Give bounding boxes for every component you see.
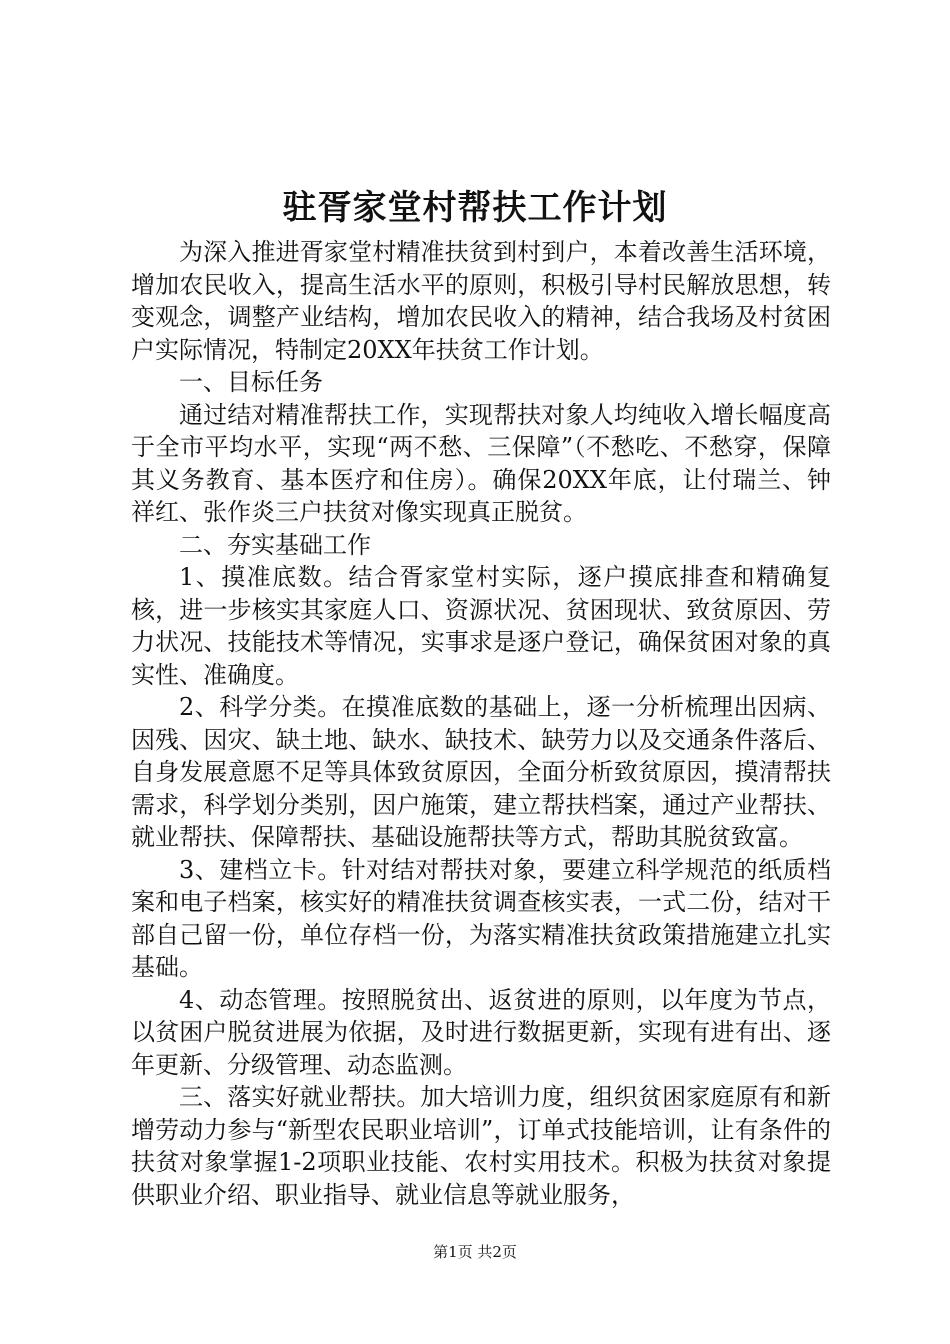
paragraph-item-4: 4、动态管理。按照脱贫出、返贫进的原则，以年度为节点，以贫困户脱贫进展为依据，及时进行数据更新，实现有进有出、逐年更新、分级管理、动态监测。 xyxy=(131,985,831,1079)
paragraph-intro: 为深入推进胥家堂村精准扶贫到村到户，本着改善生活环境，增加农民收入，提高生活水平的原则，积极引导村民解放思想，转变观念，调整产业结构，增加农民收入的精神，结合我场及村贫困户实际情况，特制定20XX年扶贫工作计划。 xyxy=(131,238,831,364)
heading-foundation: 二、夯实基础工作 xyxy=(179,530,371,559)
paragraph-goals: 通过结对精准帮扶工作，实现帮扶对象人均纯收入增长幅度高于全市平均水平，实现“两不愁、三保障”（不愁吃、不愁穿，保障其义务教育、基本医疗和住房）。确保20XX年底，让付瑞兰、钟祥红、张作炎三户扶贫对像实现真正脱贫。 xyxy=(131,400,831,526)
document-body xyxy=(131,236,831,1211)
paragraph-item-2: 2、科学分类。在摸准底数的基础上，逐一分析梳理出因病、因残、因灾、缺土地、缺水、缺技术、缺劳力以及交通条件落后、自身发展意愿不足等具体致贫原因，全面分析致贫原因，摸清帮扶需求，科学划分类别，因户施策，建立帮扶档案，通过产业帮扶、就业帮扶、保障帮扶、基础设施帮扶等方式，帮助其脱贫致富。 xyxy=(131,693,831,851)
paragraph-item-3: 3、建档立卡。针对结对帮扶对象，要建立科学规范的纸质档案和电子档案，核实好的精准扶贫调查核实表，一式二份，结对干部自己留一份，单位存档一份，为落实精准扶贫政策措施建立扎实基础。 xyxy=(131,855,831,981)
heading-goals: 一、目标任务 xyxy=(179,368,323,396)
document-title: 驻胥家堂村帮扶工作计划 xyxy=(282,188,668,228)
page-number-footer: 第1页 共2页 xyxy=(433,1243,517,1261)
paragraph-employment: 三、落实好就业帮扶。加大培训力度，组织贫困家庭原有和新增劳动力参与“新型农民职业培训”，订单式技能培训，让有条件的扶贫对象掌握1-2项职业技能、农村实用技术。积极为扶贫对象提供职业介绍、职业指导、就业信息等就业服务， xyxy=(131,1083,831,1209)
paragraph-item-1: 1、摸准底数。结合胥家堂村实际，逐户摸底排查和精确复核，进一步核实其家庭人口、资源状况、贫困现状、致贫原因、劳力状况、技能技术等情况，实事求是逐户登记，确保贫困对象的真实性、准确度。 xyxy=(131,563,831,689)
